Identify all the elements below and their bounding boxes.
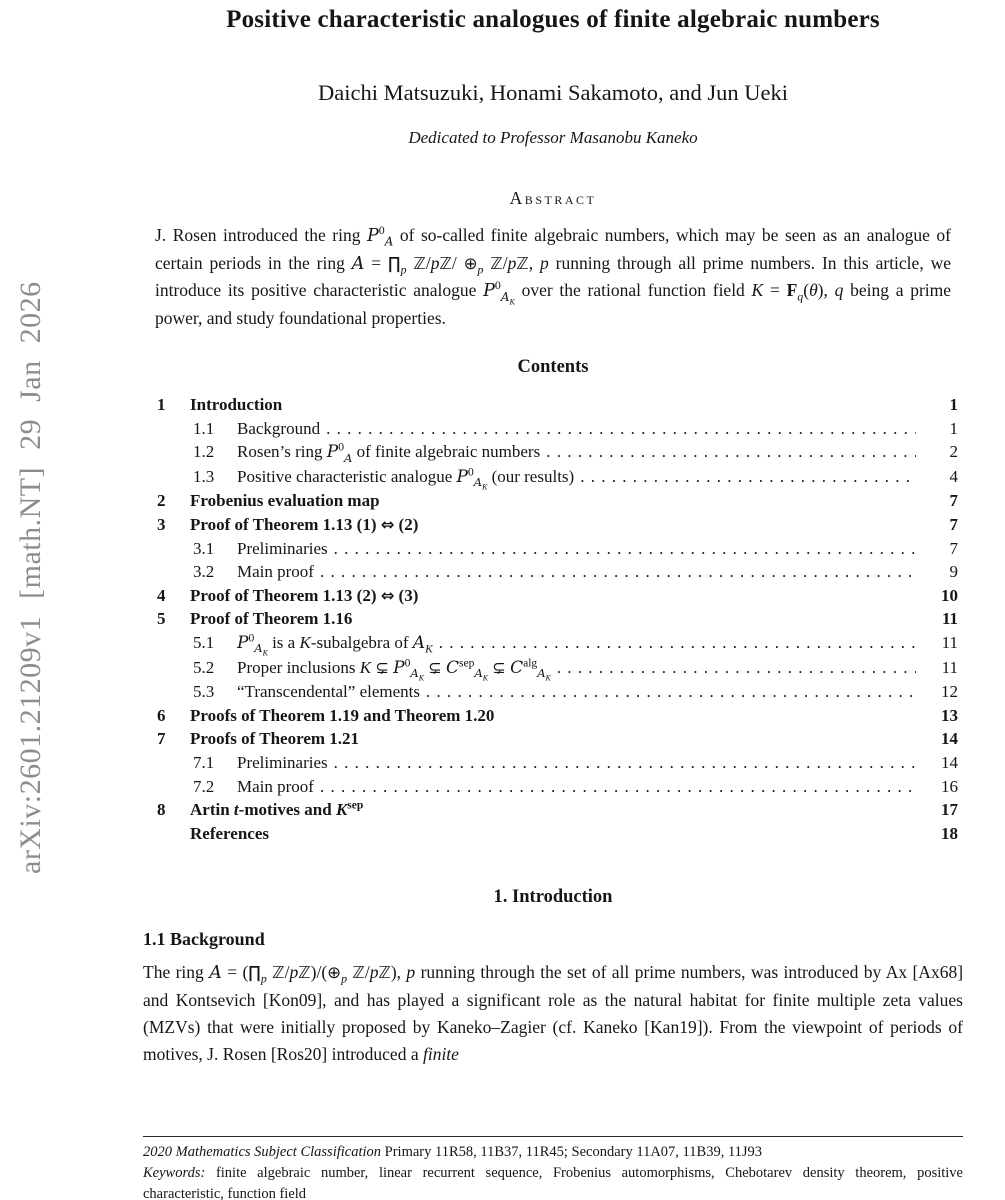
paper-title: Positive characteristic analogues of finite algebraic numbers bbox=[226, 6, 880, 33]
abstract-heading: Abstract bbox=[509, 188, 597, 208]
toc-entry-number: 5.1 bbox=[193, 632, 215, 652]
toc-entry-number: 3.1 bbox=[193, 538, 215, 558]
toc-entry-title: Proofs of Theorem 1.19 and Theorem 1.20 bbox=[190, 705, 495, 725]
toc-entry-number: 8 bbox=[157, 800, 166, 820]
toc-dot-leader bbox=[334, 537, 916, 561]
toc-entry-page: 14 bbox=[941, 729, 958, 749]
introduction-paragraph: The ring $A = (\prod_p$ $ℤ/pℤ)/(\oplus_p$ ℤ/pℤ), p running through the set of all prime numbers, was introduced by Ax [Ax68] and Kontsevich [Kon09], and has played a significant role as the natural habitat for finite multiple zeta values (MZVs) that were initially proposed by Kaneko–Zagier (cf. Kaneko [Kan19]). From the viewpoint of periods of motives, J. Rosen [Ros20] introduced a finite bbox=[143, 962, 964, 1065]
toc-entry-page: 9 bbox=[949, 562, 958, 582]
toc-dot-leader bbox=[426, 680, 916, 704]
toc-entry-number: 3.2 bbox=[193, 562, 215, 582]
authors-line: Daichi Matsuzuki, Honami Sakamoto, and Jun Ueki bbox=[318, 80, 788, 105]
msc-classification-line: 2020 Mathematics Subject Classification Primary 11R58, 11B37, 11R45; Secondary 11A07, 11B39, 11J93 bbox=[143, 1144, 763, 1160]
toc-entry-page: 4 bbox=[949, 466, 958, 486]
toc-entry-title: Proof of Theorem 1.13 (1) ⇔ (2) bbox=[190, 514, 419, 534]
toc-entry-page: 7 bbox=[949, 491, 958, 511]
toc-entry-title: Background bbox=[237, 418, 321, 438]
toc-entry-title: “Transcendental” elements bbox=[237, 682, 420, 702]
toc-entry-page: 10 bbox=[941, 585, 958, 605]
toc-entry-title: Main proof bbox=[237, 776, 314, 796]
toc-entry-page: 14 bbox=[941, 752, 958, 772]
abstract-text: J. Rosen introduced the ring $P^0_A$ of so-called finite algebraic numbers, which may be seen as an analogue of certain periods in the ring $A = \prod_p$ ℤ/pℤ/ $\oplus_p$ ℤ/pℤ, p running through all prime numbers. In this article, we introduce its positive characteristic analogue $P^0_{A_K}$ over the rational function field $K = F_q(\theta)$, q being a prime power, and study foundational properties. bbox=[155, 223, 952, 328]
toc-entry-number: 1.1 bbox=[193, 418, 215, 438]
toc-entry-number: 5.2 bbox=[193, 657, 215, 677]
toc-entry[interactable] bbox=[157, 607, 958, 631]
toc-entry[interactable] bbox=[157, 680, 958, 704]
arxiv-watermark: arXiv:2601.21209v1 [math.NT] 29 Jan 2026 bbox=[14, 281, 47, 874]
toc-dot-leader bbox=[439, 631, 916, 655]
contents-heading: Contents bbox=[517, 357, 589, 377]
toc-entry-page: 11 bbox=[941, 632, 958, 652]
subsection-heading-background: 1.1 Background bbox=[143, 929, 265, 950]
toc-entry-page: 16 bbox=[941, 776, 958, 796]
toc-entry[interactable] bbox=[157, 798, 958, 822]
toc-dot-leader bbox=[320, 775, 916, 799]
toc-entry-page: 12 bbox=[941, 682, 958, 702]
toc-entry-title: Preliminaries bbox=[237, 538, 328, 558]
toc-entry-title: Artin t-motives and $K^{sep}$ bbox=[190, 798, 364, 820]
toc-entry-number: 3 bbox=[157, 514, 166, 534]
toc-entry[interactable] bbox=[157, 560, 958, 584]
keywords-line: Keywords: finite algebraic number, linear recurrent sequence, Frobenius automorphisms, Chebotarev density theorem, positive characteristic, function field bbox=[143, 1165, 963, 1200]
toc-entry-title: References bbox=[190, 823, 269, 843]
toc-entry-number: 5 bbox=[157, 609, 166, 629]
toc-entry-title: Proof of Theorem 1.16 bbox=[190, 609, 353, 629]
toc-entry[interactable] bbox=[157, 584, 958, 608]
toc-entry[interactable] bbox=[157, 393, 958, 417]
toc-entry-page: 1 bbox=[949, 418, 958, 438]
toc-entry-number: 1.3 bbox=[193, 466, 215, 486]
toc-entry-page: 11 bbox=[941, 609, 958, 629]
toc-entry-page: 17 bbox=[941, 800, 958, 820]
toc-entry-page: 11 bbox=[941, 657, 958, 677]
toc-dot-leader bbox=[580, 465, 916, 489]
toc-entry[interactable] bbox=[157, 537, 958, 561]
toc-entry-title: Frobenius evaluation map bbox=[190, 491, 380, 511]
toc-entry[interactable] bbox=[157, 727, 958, 751]
toc-entry-number: 2 bbox=[157, 491, 166, 511]
toc-entry-number: 7 bbox=[157, 729, 166, 749]
section-heading-introduction: 1. Introduction bbox=[493, 887, 613, 908]
toc-entry[interactable] bbox=[157, 751, 958, 775]
toc-entry-title: $P^0_{A_K}$ is a K-subalgebra of $A_K$ bbox=[237, 631, 433, 658]
toc-dot-leader bbox=[320, 560, 916, 584]
toc-entry[interactable] bbox=[157, 656, 958, 681]
toc-dot-leader bbox=[546, 440, 916, 464]
toc-entry-title: Main proof bbox=[237, 562, 314, 582]
table-of-contents bbox=[143, 393, 963, 845]
toc-entry-page: 13 bbox=[941, 705, 958, 725]
toc-entry[interactable] bbox=[157, 465, 958, 490]
toc-entry-title: Rosen’s ring $P^0_A$ of finite algebraic numbers bbox=[237, 440, 541, 465]
toc-entry[interactable] bbox=[157, 631, 958, 656]
toc-entry-number: 7.1 bbox=[193, 752, 215, 772]
toc-entry[interactable] bbox=[157, 704, 958, 728]
toc-entry-title: Preliminaries bbox=[237, 752, 328, 772]
toc-entry-title: Proper inclusions K ⊊ $P^0_{A_K}$ ⊊ $C^{sep}_{A_K}$ ⊊ $C^{alg}_{A_K}$ bbox=[237, 655, 551, 683]
toc-entry-page: 1 bbox=[949, 395, 958, 414]
toc-entry[interactable] bbox=[157, 417, 958, 441]
toc-dot-leader bbox=[334, 751, 916, 775]
footnote-block bbox=[143, 1136, 963, 1200]
toc-entry-page: 7 bbox=[949, 538, 958, 558]
toc-entry-number: 6 bbox=[157, 705, 166, 725]
toc-dot-leader bbox=[326, 417, 916, 441]
toc-entry-page: 2 bbox=[949, 442, 958, 462]
toc-dot-leader bbox=[557, 656, 916, 680]
toc-entry[interactable] bbox=[157, 440, 958, 465]
dedication-line: Dedicated to Professor Masanobu Kaneko bbox=[408, 128, 698, 147]
toc-entry-title: Positive characteristic analogue $P^0_{A_K}$ (our results) bbox=[237, 465, 575, 492]
toc-entry-number: 1.2 bbox=[193, 442, 215, 462]
toc-entry-number: 7.2 bbox=[193, 776, 215, 796]
toc-entry-number: 1 bbox=[157, 395, 166, 414]
toc-entry-title: Introduction bbox=[190, 395, 283, 414]
toc-entry-page: 7 bbox=[949, 514, 958, 534]
paper-content bbox=[143, 0, 964, 1200]
toc-entry-page: 18 bbox=[941, 823, 958, 843]
toc-entry[interactable] bbox=[157, 513, 958, 537]
toc-entry-number: 4 bbox=[157, 585, 166, 605]
toc-entry-title: Proofs of Theorem 1.21 bbox=[190, 729, 360, 749]
toc-entry[interactable] bbox=[157, 775, 958, 799]
toc-entry-title: Proof of Theorem 1.13 (2) ⇔ (3) bbox=[190, 585, 419, 605]
toc-entry[interactable] bbox=[157, 822, 958, 846]
toc-entry[interactable] bbox=[157, 489, 958, 513]
toc-entry-number: 5.3 bbox=[193, 682, 215, 702]
